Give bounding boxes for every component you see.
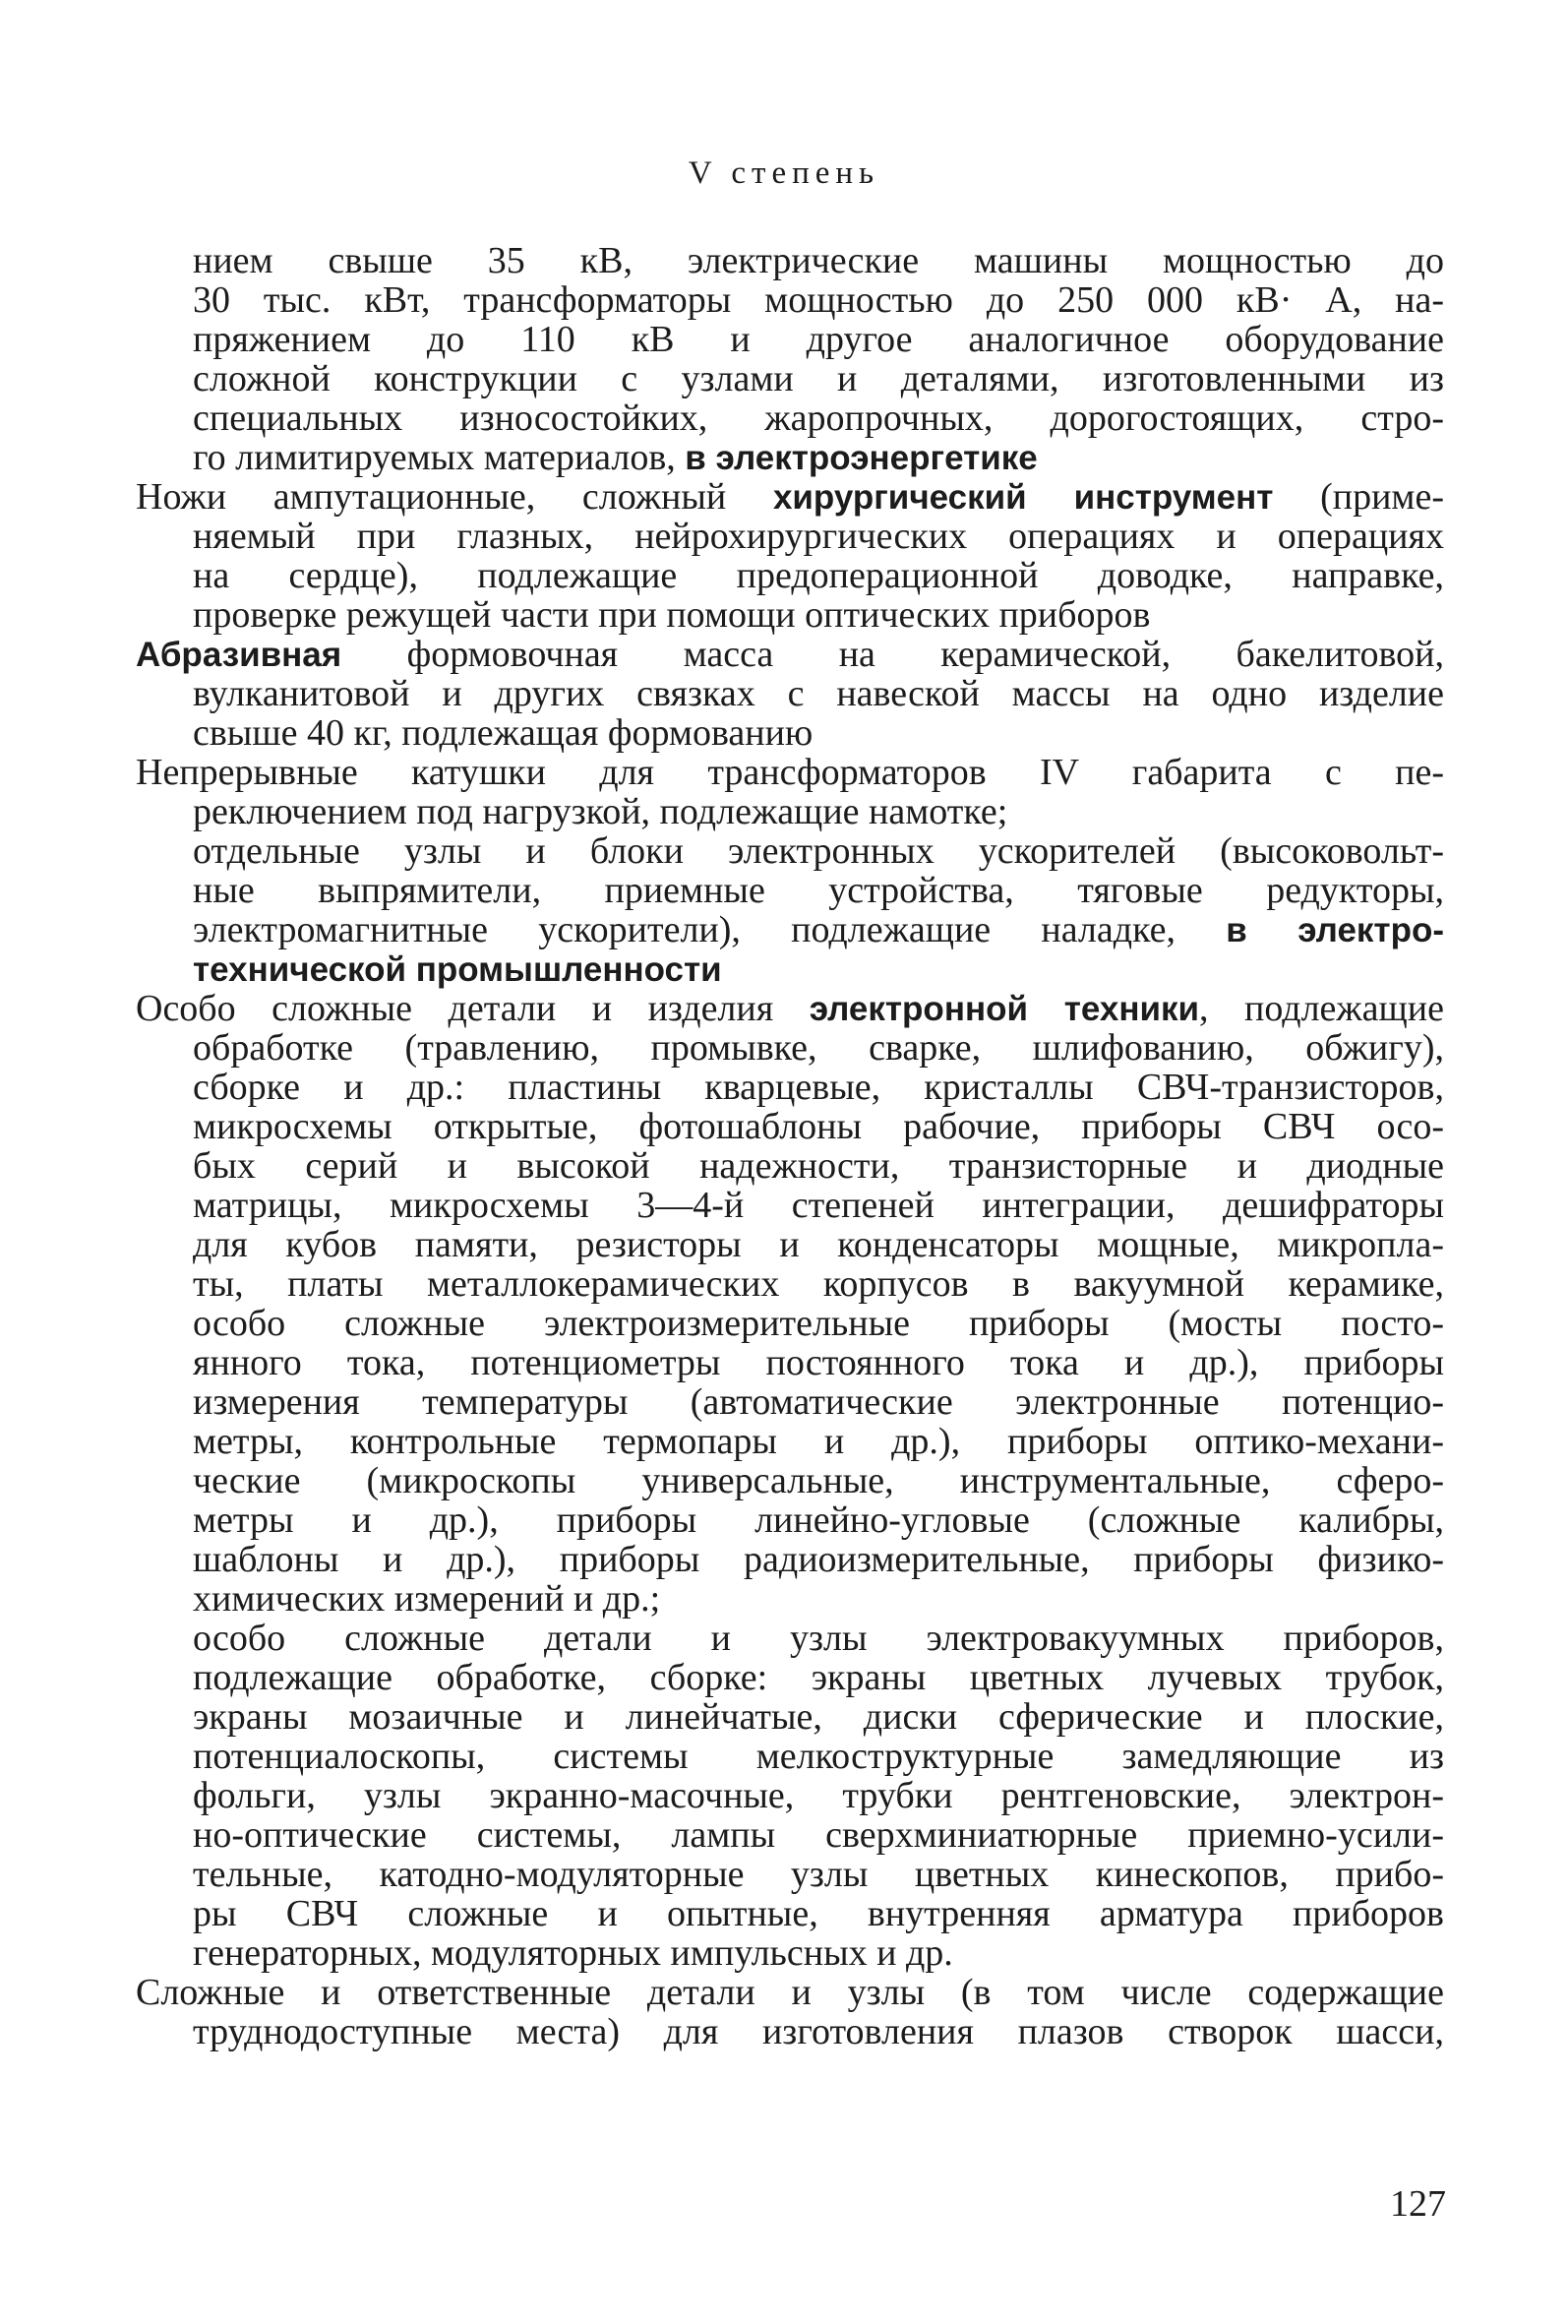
text-run: сложной конструкции с узлами и деталями, изготовленными из [193, 358, 1444, 399]
text-line [136, 1343, 1444, 1382]
text-run: бых серий и высокой надежности, транзисторные и диодные [193, 1145, 1444, 1187]
text-run: нием свыше 35 кВ, электрические машины мощностью до [193, 240, 1444, 281]
text-run: генераторных, модуляторных импульсных и др. [193, 1932, 953, 1974]
text-line [136, 477, 1444, 517]
text-run: шаблоны и др.), приборы радиоизмерительные, приборы физико- [193, 1539, 1444, 1580]
text-line [136, 949, 1444, 989]
text-run: реключением под нагрузкой, подлежащие намотке; [193, 791, 1008, 832]
text-line [136, 556, 1444, 595]
text-line [136, 1540, 1444, 1579]
text-run: няемый при глазных, нейрохирургических операциях и операциях [193, 516, 1444, 557]
text-run: метры и др.), приборы линейно-угловые (сложные калибры, [193, 1499, 1444, 1541]
text-line [136, 1068, 1444, 1107]
text-line [136, 713, 1444, 753]
text-run: , подлежащие [1199, 988, 1444, 1029]
text-run: 30 тыс. кВт, трансформаторы мощностью до 250 000 кВ· А, на- [193, 279, 1444, 321]
text-run: электромагнитные ускорители), подлежащие наладке, [193, 909, 1227, 950]
text-line [136, 1382, 1444, 1422]
text-line [136, 398, 1444, 438]
text-line [136, 438, 1444, 477]
text-run: обработке (травлению, промывке, сварке, шлифованию, обжигу), [193, 1027, 1444, 1069]
text-run: формовочная масса на керамической, бакелитовой, [341, 634, 1444, 675]
text-run: химических измерений и др.; [193, 1578, 661, 1620]
text-line [136, 1776, 1444, 1815]
text-run: свыше 40 кг, подлежащая формованию [193, 712, 814, 754]
text-line [136, 280, 1444, 320]
bold-term: хирургический инструмент [772, 478, 1274, 517]
text-line [136, 241, 1444, 280]
text-line [136, 989, 1444, 1028]
text-run: метры, контрольные термопары и др.), приборы оптико-механи- [193, 1421, 1444, 1462]
text-line [136, 359, 1444, 398]
text-line [136, 871, 1444, 910]
text-run: ческие (микроскопы универсальные, инструментальные, сферо- [193, 1460, 1444, 1501]
text-run: тельные, катодно-модуляторные узлы цветных кинескопов, прибо- [193, 1854, 1444, 1895]
text-run: отдельные узлы и блоки электронных ускорителей (высоковольт- [193, 830, 1444, 872]
bold-term: Абразивная [136, 636, 342, 674]
text-run: на сердце), подлежащие предоперационной доводке, направке, [193, 555, 1444, 596]
text-run: фольги, узлы экранно-масочные, трубки рентгеновские, электрон- [193, 1775, 1444, 1816]
text-run: специальных износостойких, жаропрочных, дорогостоящих, стро- [193, 398, 1444, 439]
text-line [136, 1894, 1444, 1933]
text-run: экраны мозаичные и линейчатые, диски сферические и плоские, [193, 1696, 1444, 1738]
text-run: ры СВЧ сложные и опытные, внутренняя арматура приборов [193, 1893, 1444, 1934]
text-line [136, 753, 1444, 792]
text-run: (приме- [1273, 476, 1444, 518]
text-run: подлежащие обработке, сборке: экраны цветных лучевых трубок, [193, 1657, 1444, 1698]
text-line [136, 320, 1444, 359]
bold-term: в электро- [1226, 911, 1444, 949]
text-run: ты, платы металлокерамических корпусов в вакуумной керамике, [193, 1263, 1444, 1305]
text-run: пряжением до 110 кВ и другое аналогичное оборудование [193, 319, 1444, 360]
text-line [136, 2012, 1444, 2051]
text-run: микросхемы открытые, фотошаблоны рабочие, приборы СВЧ осо- [193, 1106, 1444, 1147]
text-line [136, 1225, 1444, 1264]
text-run: потенциалоскопы, системы мелкоструктурные замедляющие из [193, 1736, 1444, 1777]
text-run: сборке и др.: пластины кварцевые, кристаллы СВЧ-транзисторов, [193, 1067, 1444, 1108]
bold-term: технической промышленности [193, 950, 722, 989]
text-run: Особо сложные детали и изделия [136, 988, 810, 1029]
text-run: Сложные и ответственные детали и узлы (в том числе содержащие [136, 1972, 1444, 2013]
text-line [136, 1933, 1444, 1973]
text-run: но-оптические системы, лампы сверхминиатюрные приемно-усили- [193, 1814, 1444, 1856]
text-line [136, 517, 1444, 556]
text-line [136, 1264, 1444, 1304]
text-run: го лимитируемых материалов, [193, 437, 686, 478]
text-run: ные выпрямители, приемные устройства, тяговые редукторы, [193, 870, 1444, 911]
text-run: для кубов памяти, резисторы и конденсаторы мощные, микропла- [193, 1224, 1444, 1265]
text-run: проверке режущей части при помощи оптических приборов [193, 594, 1151, 636]
text-line [136, 1146, 1444, 1186]
text-line [136, 1500, 1444, 1540]
text-line [136, 1028, 1444, 1068]
text-run: янного тока, потенциометры постоянного тока и др.), приборы [193, 1342, 1444, 1383]
text-line [136, 1619, 1444, 1658]
text-line [136, 1973, 1444, 2012]
text-line [136, 635, 1444, 674]
text-line [136, 595, 1444, 635]
text-run: особо сложные электроизмерительные приборы (мосты посто- [193, 1303, 1444, 1344]
text-line [136, 910, 1444, 949]
text-line [136, 1304, 1444, 1343]
text-line [136, 831, 1444, 871]
text-run: матрицы, микросхемы 3—4-й степеней интеграции, дешифраторы [193, 1185, 1444, 1226]
text-run: особо сложные детали и узлы электровакуумных приборов, [193, 1618, 1444, 1659]
text-line [136, 1697, 1444, 1737]
running-header: V степень [688, 155, 880, 191]
text-run: Ножи ампутационные, сложный [136, 476, 773, 518]
text-line [136, 1186, 1444, 1225]
text-line [136, 1107, 1444, 1146]
text-run: труднодоступные места) для изготовления плазов створок шасси, [193, 2011, 1444, 2052]
text-line [136, 1815, 1444, 1855]
text-line [136, 1737, 1444, 1776]
text-line [136, 1855, 1444, 1894]
text-line [136, 1579, 1444, 1619]
bold-term: электронной техники [809, 990, 1200, 1028]
text-line [136, 674, 1444, 713]
text-line [136, 1422, 1444, 1461]
bold-term: в электроэнергетике [685, 439, 1038, 477]
text-run: измерения температуры (автоматические электронные потенцио- [193, 1381, 1444, 1423]
text-run: вулканитовой и других связках с навеской массы на одно изделие [193, 673, 1444, 714]
page-text [136, 241, 1444, 2051]
text-line [136, 1461, 1444, 1500]
text-line [136, 792, 1444, 831]
text-run: Непрерывные катушки для трансформаторов IV габарита с пе- [136, 752, 1444, 793]
text-line [136, 1658, 1444, 1697]
page-number: 127 [1390, 2183, 1446, 2225]
